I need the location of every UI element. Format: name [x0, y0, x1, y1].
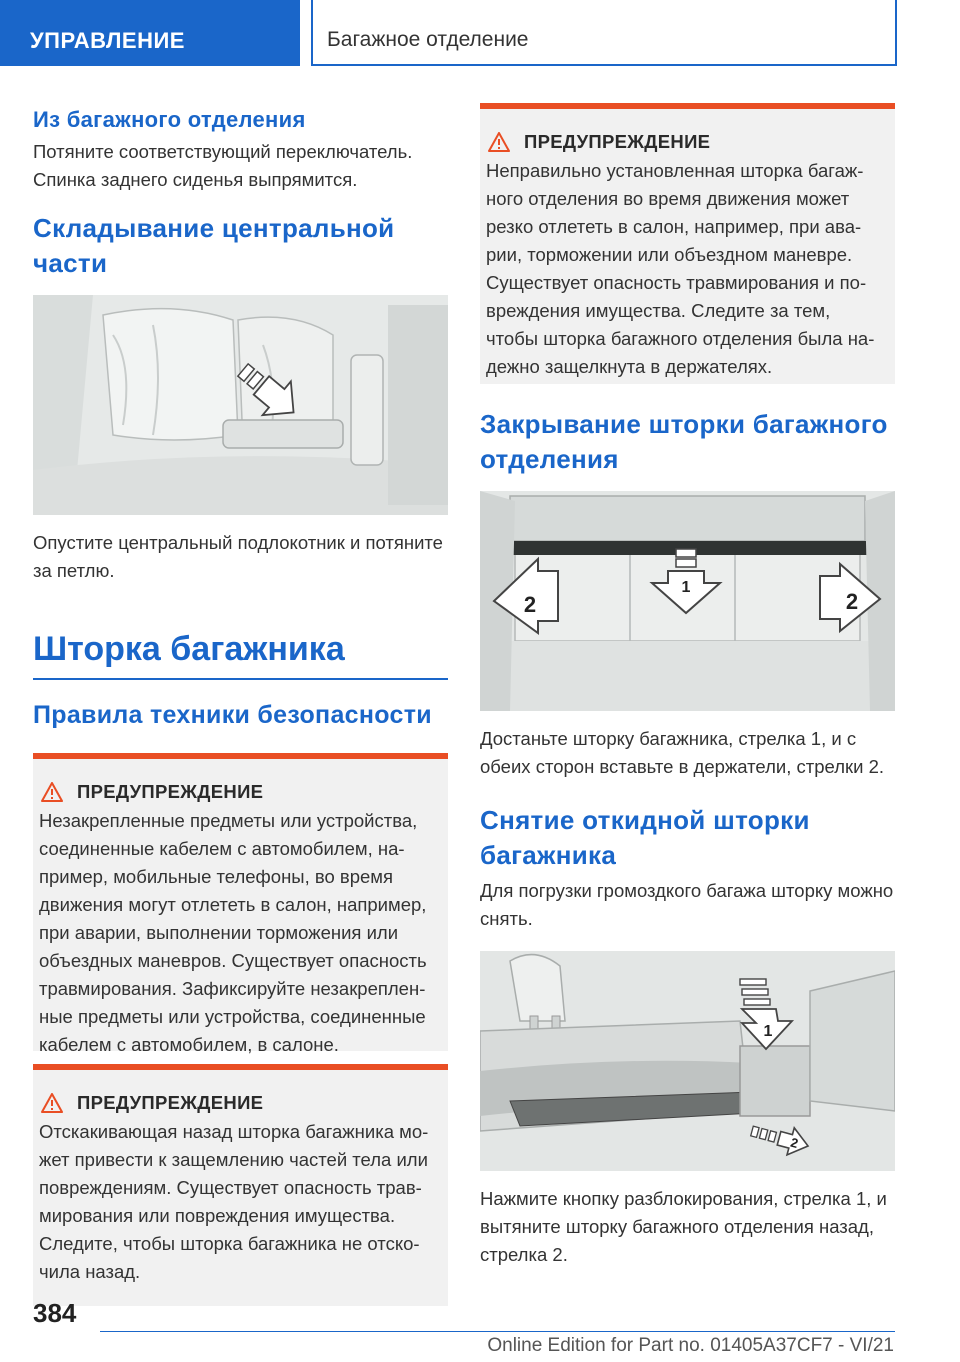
heading-luggage-cover: Шторка багажника: [33, 630, 345, 668]
warning-box-2: [33, 1064, 448, 1306]
section-divider: [33, 678, 448, 680]
right-column: [480, 103, 895, 1269]
warning-header: [488, 131, 887, 153]
figure-rear-seat-armrest: [33, 295, 448, 515]
section-tab[interactable]: УПРАВЛЕНИЕ: [0, 0, 300, 66]
figure-remove-cover: [480, 951, 895, 1171]
warning-triangle-icon: [41, 782, 63, 802]
heading-close-cover: Закрывание шторки багажного отделения: [480, 409, 888, 474]
warning-text: Отскакивающая назад шторка багажника может привести к защемлению частей тела или повреждениям. Существует опасность травмирования или повреждения имущества. Следите, чтобы шторка багажника не отскочила назад.: [39, 1121, 429, 1282]
page-title: Багажное отделение: [327, 28, 529, 51]
warning-text: Неправильно установленная шторка багажного отделения во время движения может резко отлететь в салон, например, при аварии, торможении или объездном маневре. Существует опасность травмирования и повреждения имущества. Следите за тем, чтобы шторка багажного отделения была надежно защелкнута в держателях.: [486, 160, 875, 377]
figure-close-cover: [480, 491, 895, 711]
header-bar: [311, 0, 897, 66]
arrow-2-right-label: 2: [845, 589, 859, 614]
arrow-2-label: 2: [788, 1134, 800, 1152]
heading-from-trunk: Из багажного отделения: [33, 107, 306, 132]
text-fold-center: Опустите центральный подлокотник и потяните за петлю.: [33, 532, 443, 581]
left-column: [33, 100, 448, 1306]
warning-text: Незакрепленные предметы или устройства, соединенные кабелем с автомобилем, например, мобильные телефоны, во время движения могут отлететь в салон, например, при аварии, выполнении торможения или объездных маневров. Существует опасность травмирования. Зафиксируйте незакрепленные предметы или устройства, соединенные кабелем с автомобилем, в салоне.: [39, 810, 427, 1055]
arrow-2-left-label: 2: [523, 592, 537, 617]
text-remove-cover: Нажмите кнопку разблокирования, стрелка 1, и вытяните шторку багажного отделения назад, стрелка 2.: [480, 1188, 887, 1265]
page-number: 384: [33, 1298, 77, 1328]
heading-remove-cover: Снятие откидной шторки багажника: [480, 805, 810, 870]
warning-box-3: [480, 103, 895, 384]
warning-header: [41, 1092, 440, 1114]
heading-safety: Правила техники безопасности: [33, 701, 432, 729]
footer-divider: [100, 1331, 895, 1332]
warning-triangle-icon: [488, 132, 510, 152]
arrow-1-label: 1: [763, 1023, 773, 1040]
text-from-trunk: Потяните соответствующий переключатель. Спинка заднего сиденья выпрямится.: [33, 141, 413, 190]
heading-fold-center: Складывание центральной части: [33, 213, 395, 278]
warning-box-1: [33, 753, 448, 1055]
warning-triangle-icon: [41, 1093, 63, 1113]
warning-title: ПРЕДУПРЕЖДЕНИЕ: [77, 1092, 264, 1113]
text-close-cover: Достаньте шторку багажника, стрелка 1, и с обеих сторон вставьте в держатели, стрелки 2.: [480, 728, 884, 777]
arrow-1-label: 1: [681, 579, 691, 596]
warning-title: ПРЕДУПРЕЖДЕНИЕ: [77, 781, 264, 802]
warning-header: [41, 781, 440, 803]
warning-title: ПРЕДУПРЕЖДЕНИЕ: [524, 131, 711, 152]
text-remove-intro: Для погрузки громоздкого багажа шторку можно снять.: [480, 880, 894, 929]
footer-edition: Online Edition for Part no. 01405A37CF7 - VI/21: [487, 1335, 894, 1356]
